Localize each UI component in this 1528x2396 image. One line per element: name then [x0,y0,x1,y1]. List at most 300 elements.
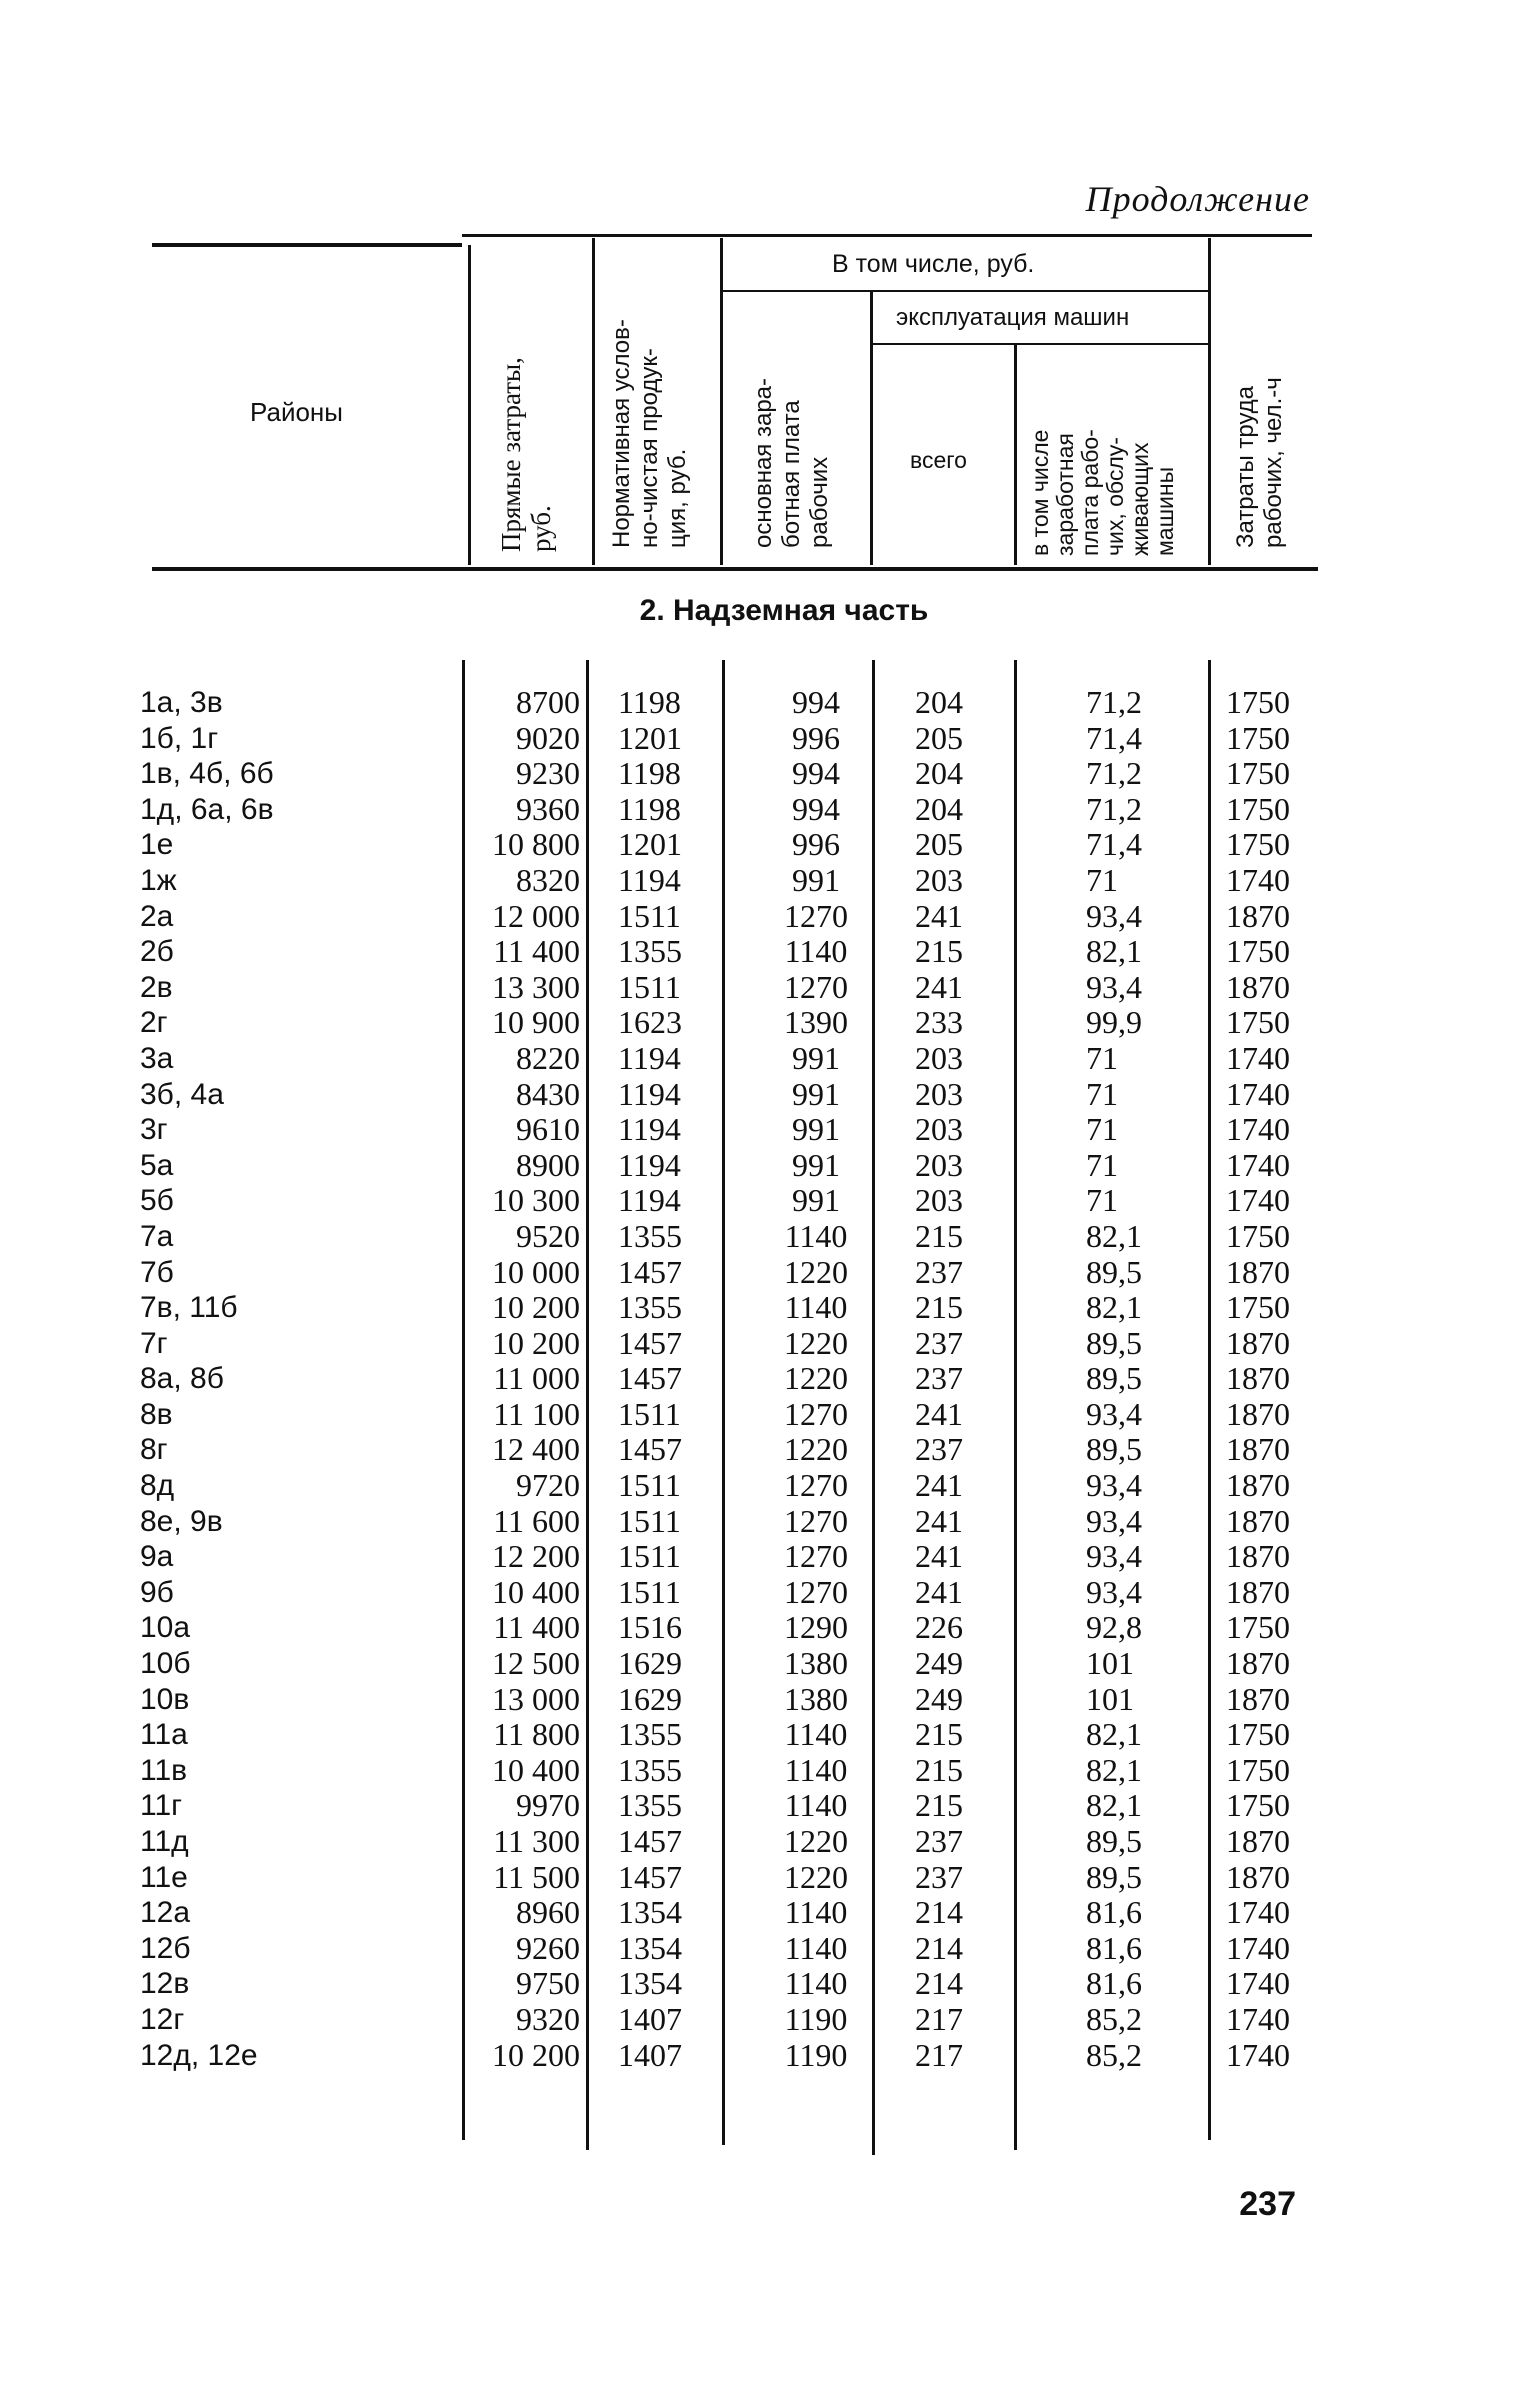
basic-wage-cell: 1140 [784,1217,848,1254]
machine-total-cell: 214 [915,1929,963,1966]
region-cell: 1а, 3в [140,686,223,719]
labor-costs-cell: 1750 [1226,790,1290,827]
basic-wage-cell: 1270 [784,968,848,1005]
machine-wage-cell: 81,6 [1086,1929,1142,1966]
labor-costs-cell: 1750 [1226,1609,1290,1646]
table-row [0,1468,1528,1504]
header-labor-costs: Затраты труда рабочих, чел.-ч [1232,377,1287,548]
normative-product-cell: 1194 [618,1039,681,1076]
direct-costs-cell: 8430 [516,1075,580,1112]
direct-costs-cell: 9230 [516,755,580,792]
region-cell: 9б [140,1575,174,1609]
table-row [0,1753,1528,1789]
direct-costs-cell: 11 800 [493,1716,580,1753]
header-top-rule [152,243,462,247]
labor-costs-cell: 1870 [1226,1467,1290,1504]
normative-product-cell: 1198 [618,790,681,827]
table-row [0,1788,1528,1824]
region-cell: 11д [140,1825,189,1858]
normative-product-cell: 1457 [618,1823,682,1859]
basic-wage-cell: 991 [792,1146,840,1183]
labor-costs-cell: 1870 [1226,1502,1290,1539]
direct-costs-cell: 11 400 [493,933,580,970]
normative-product-cell: 1355 [618,1716,682,1753]
basic-wage-cell: 1140 [784,1751,848,1788]
machine-total-cell: 204 [915,790,963,827]
labor-costs-cell: 1740 [1226,1965,1290,2002]
direct-costs-cell: 9970 [516,1787,580,1824]
continuation-label: Продолжение [1085,179,1310,219]
machine-total-cell: 237 [915,1253,963,1290]
machine-total-cell: 215 [915,1787,963,1824]
table-row [0,1361,1528,1397]
basic-wage-cell: 1140 [784,1716,848,1753]
labor-costs-cell: 1750 [1226,826,1290,863]
normative-product-cell: 1457 [618,1253,682,1290]
normative-product-cell: 1407 [618,2036,682,2073]
region-cell: 3г [140,1113,168,1147]
normative-product-cell: 1194 [618,1111,681,1148]
region-cell: 10а [140,1611,191,1645]
table-row [0,1966,1528,2002]
machine-wage-cell: 93,4 [1086,1395,1142,1432]
machine-total-cell: 237 [915,1431,963,1468]
header-top-rule-right [462,234,1312,237]
header-subrule [870,343,1208,345]
machine-wage-cell: 71,2 [1086,790,1142,827]
header-divider [1208,238,1211,565]
machine-total-cell: 241 [915,1538,963,1575]
machine-total-cell: 241 [915,968,963,1005]
region-cell: 11а [140,1718,188,1752]
direct-costs-cell: 11 600 [493,1502,580,1539]
region-cell: 1ж [140,863,177,897]
region-cell: 12д, 12е [140,2038,258,2072]
region-cell: 5а [140,1148,174,1182]
machine-total-cell: 215 [915,933,963,970]
region-cell: 8а, 8б [140,1362,224,1396]
labor-costs-cell: 1750 [1226,684,1290,720]
machine-wage-cell: 93,4 [1086,1502,1142,1539]
table-row [0,1610,1528,1646]
table-row [0,1504,1528,1540]
normative-product-cell: 1198 [618,684,681,720]
basic-wage-cell: 1270 [784,1395,848,1432]
machine-wage-cell: 81,6 [1086,1965,1142,2002]
table-row [0,1219,1528,1255]
direct-costs-cell: 10 400 [492,1751,580,1788]
normative-product-cell: 1511 [618,968,681,1005]
basic-wage-cell: 996 [792,826,840,863]
machine-total-cell: 249 [915,1645,963,1682]
machine-wage-cell: 71,4 [1086,826,1142,863]
basic-wage-cell: 1140 [784,1289,848,1326]
section-title: 2. Надземная часть [639,594,929,627]
direct-costs-cell: 13 300 [492,968,580,1005]
table-row [0,1895,1528,1931]
region-cell: 8е, 9в [140,1504,223,1538]
labor-costs-cell: 1740 [1226,1111,1290,1148]
direct-costs-cell: 10 300 [492,1182,580,1219]
region-cell: 9а [140,1540,174,1574]
machine-wage-cell: 71 [1086,1075,1118,1112]
basic-wage-cell: 1140 [784,1787,848,1824]
machine-total-cell: 217 [915,2000,963,2037]
labor-costs-cell: 1740 [1226,861,1290,898]
machine-total-cell: 203 [915,1182,963,1219]
basic-wage-cell: 1290 [784,1609,848,1646]
header-divider [870,292,873,565]
labor-costs-cell: 1750 [1226,1787,1290,1824]
region-cell: 12г [140,2002,185,2036]
normative-product-cell: 1201 [618,719,682,756]
machine-total-cell: 233 [915,1004,963,1041]
basic-wage-cell: 1270 [784,1573,848,1610]
basic-wage-cell: 991 [792,1182,840,1219]
basic-wage-cell: 991 [792,1111,840,1148]
normative-product-cell: 1355 [618,1751,682,1788]
machine-total-cell: 203 [915,861,963,898]
machine-total-cell: 241 [915,897,963,934]
labor-costs-cell: 1750 [1226,719,1290,756]
region-cell: 5б [140,1184,174,1218]
normative-product-cell: 1194 [618,861,681,898]
direct-costs-cell: 12 000 [492,897,580,934]
machine-wage-cell: 89,5 [1086,1360,1142,1397]
table-row [0,1255,1528,1291]
normative-product-cell: 1623 [618,1004,682,1041]
labor-costs-cell: 1870 [1226,1395,1290,1432]
direct-costs-cell: 12 200 [492,1538,580,1575]
machine-total-cell: 214 [915,1965,963,2002]
machine-wage-cell: 93,4 [1086,1573,1142,1610]
basic-wage-cell: 994 [792,755,840,792]
direct-costs-cell: 11 100 [493,1395,580,1432]
direct-costs-cell: 11 400 [493,1609,580,1646]
region-cell: 8г [140,1433,168,1467]
normative-product-cell: 1511 [618,1573,681,1610]
machine-wage-cell: 93,4 [1086,1538,1142,1575]
machine-total-cell: 215 [915,1217,963,1254]
labor-costs-cell: 1750 [1226,1716,1290,1753]
header-normative-net-product: Нормативная услов- но-чистая продук- ция, руб. [608,319,691,548]
direct-costs-cell: 11 000 [493,1360,580,1397]
normative-product-cell: 1354 [618,1929,682,1966]
direct-costs-cell: 8960 [516,1894,580,1931]
labor-costs-cell: 1870 [1226,1538,1290,1575]
labor-costs-cell: 1870 [1226,1253,1290,1290]
region-cell: 2в [140,970,173,1004]
region-cell: 1е [140,828,174,862]
normative-product-cell: 1194 [618,1075,681,1112]
direct-costs-cell: 9750 [516,1965,580,2002]
machine-total-cell: 203 [915,1039,963,1076]
normative-product-cell: 1511 [618,1395,681,1432]
header-basic-wage: основная зара- ботная плата рабочих [750,377,833,548]
machine-total-cell: 249 [915,1680,963,1717]
region-cell: 12в [140,1967,190,2001]
region-cell: 1б, 1г [140,721,219,755]
machine-wage-cell: 93,4 [1086,1467,1142,1504]
machine-wage-cell: 89,5 [1086,1253,1142,1290]
normative-product-cell: 1194 [618,1182,681,1219]
normative-product-cell: 1354 [618,1965,682,2002]
direct-costs-cell: 9360 [516,790,580,827]
machine-wage-cell: 89,5 [1086,1431,1142,1468]
table-row [0,1290,1528,1326]
table-row [0,1041,1528,1077]
normative-product-cell: 1355 [618,933,682,970]
basic-wage-cell: 1140 [784,1929,848,1966]
labor-costs-cell: 1870 [1226,1573,1290,1610]
normative-product-cell: 1355 [618,1787,682,1824]
labor-costs-cell: 1750 [1226,1751,1290,1788]
header-machine-wage: в том числе заработная плата рабо- чих, обслу- живающих машины [1027,429,1178,556]
header-divider [1014,345,1017,565]
direct-costs-cell: 11 300 [493,1823,580,1859]
machine-total-cell: 241 [915,1395,963,1432]
region-cell: 2г [140,1006,168,1040]
table-row [0,2038,1528,2074]
table-row [0,1326,1528,1362]
table-row [0,721,1528,757]
basic-wage-cell: 1220 [784,1858,848,1895]
normative-product-cell: 1355 [618,1289,682,1326]
table-row [0,1148,1528,1184]
machine-wage-cell: 82,1 [1086,933,1142,970]
region-cell: 11в [140,1753,188,1787]
direct-costs-cell: 10 200 [492,1289,580,1326]
table-row [0,1539,1528,1575]
machine-wage-cell: 82,1 [1086,1751,1142,1788]
basic-wage-cell: 1270 [784,897,848,934]
direct-costs-cell: 8700 [516,684,580,720]
labor-costs-cell: 1870 [1226,1645,1290,1682]
machine-wage-cell: 71 [1086,1146,1118,1183]
basic-wage-cell: 1270 [784,1467,848,1504]
normative-product-cell: 1457 [618,1324,682,1361]
basic-wage-cell: 1140 [784,933,848,970]
machine-wage-cell: 82,1 [1086,1217,1142,1254]
table-row [0,1717,1528,1753]
machine-wage-cell: 85,2 [1086,2036,1142,2073]
machine-wage-cell: 71 [1086,861,1118,898]
machine-total-cell: 237 [915,1324,963,1361]
basic-wage-cell: 991 [792,1039,840,1076]
labor-costs-cell: 1870 [1226,968,1290,1005]
basic-wage-cell: 1390 [784,1004,848,1041]
normative-product-cell: 1511 [618,897,681,934]
region-cell: 8д [140,1469,175,1503]
region-cell: 10в [140,1682,190,1716]
header-divider [592,238,595,565]
direct-costs-cell: 10 900 [492,1004,580,1041]
normative-product-cell: 1511 [618,1538,681,1575]
basic-wage-cell: 1380 [784,1680,848,1717]
header-subrule [720,290,1208,292]
normative-product-cell: 1355 [618,1217,682,1254]
table-row [0,1824,1528,1860]
machine-wage-cell: 71,4 [1086,719,1142,756]
table-row [0,1432,1528,1468]
machine-total-cell: 214 [915,1894,963,1931]
direct-costs-cell: 10 000 [492,1253,580,1290]
region-cell: 11г [140,1789,183,1823]
machine-total-cell: 237 [915,1823,963,1859]
machine-total-cell: 205 [915,719,963,756]
labor-costs-cell: 1740 [1226,2000,1290,2037]
header-direct-costs: Прямые затраты, руб. [496,357,556,552]
direct-costs-cell: 8900 [516,1146,580,1183]
machine-wage-cell: 89,5 [1086,1823,1142,1859]
direct-costs-cell: 9020 [516,719,580,756]
labor-costs-cell: 1740 [1226,1894,1290,1931]
header-divider [720,238,723,565]
labor-costs-cell: 1740 [1226,1039,1290,1076]
machine-wage-cell: 85,2 [1086,2000,1142,2037]
direct-costs-cell: 9520 [516,1217,580,1254]
machine-total-cell: 203 [915,1075,963,1112]
direct-costs-cell: 11 500 [493,1858,580,1895]
machine-wage-cell: 71 [1086,1039,1118,1076]
machine-total-cell: 241 [915,1467,963,1504]
table-row [0,2002,1528,2038]
machine-wage-cell: 101 [1086,1680,1134,1717]
table-row [0,1077,1528,1113]
labor-costs-cell: 1750 [1226,933,1290,970]
region-cell: 11е [140,1860,188,1894]
direct-costs-cell: 8220 [516,1039,580,1076]
table-row [0,1931,1528,1967]
direct-costs-cell: 10 200 [492,1324,580,1361]
machine-wage-cell: 93,4 [1086,897,1142,934]
normative-product-cell: 1407 [618,2000,682,2037]
direct-costs-cell: 10 800 [492,826,580,863]
machine-wage-cell: 71,2 [1086,755,1142,792]
machine-total-cell: 241 [915,1573,963,1610]
machine-total-cell: 205 [915,826,963,863]
basic-wage-cell: 1190 [784,2036,848,2073]
normative-product-cell: 1457 [618,1431,682,1468]
region-cell: 7б [140,1255,174,1289]
normative-product-cell: 1511 [618,1467,681,1504]
normative-product-cell: 1201 [618,826,682,863]
normative-product-cell: 1457 [618,1858,682,1895]
machine-wage-cell: 93,4 [1086,968,1142,1005]
machine-wage-cell: 82,1 [1086,1787,1142,1824]
machine-total-cell: 217 [915,2036,963,2073]
page-number: 237 [1239,2185,1296,2223]
labor-costs-cell: 1870 [1226,1858,1290,1895]
basic-wage-cell: 1140 [784,1894,848,1931]
basic-wage-cell: 1220 [784,1823,848,1859]
normative-product-cell: 1511 [618,1502,681,1539]
machine-wage-cell: 89,5 [1086,1858,1142,1895]
basic-wage-cell: 994 [792,790,840,827]
header-regions: Районы [250,397,343,427]
machine-wage-cell: 71 [1086,1182,1118,1219]
machine-wage-cell: 71 [1086,1111,1118,1148]
normative-product-cell: 1198 [618,755,681,792]
basic-wage-cell: 1220 [784,1431,848,1468]
region-cell: 2а [140,899,174,933]
labor-costs-cell: 1870 [1226,897,1290,934]
normative-product-cell: 1194 [618,1146,681,1183]
machine-total-cell: 241 [915,1502,963,1539]
labor-costs-cell: 1870 [1226,1324,1290,1361]
direct-costs-cell: 12 400 [492,1431,580,1468]
region-cell: 3а [140,1041,174,1075]
labor-costs-cell: 1870 [1226,1360,1290,1397]
machine-total-cell: 203 [915,1111,963,1148]
table-row [0,863,1528,899]
machine-total-cell: 226 [915,1609,963,1646]
region-cell: 8в [140,1397,173,1431]
direct-costs-cell: 9320 [516,2000,580,2037]
basic-wage-cell: 1220 [784,1253,848,1290]
machine-total-cell: 203 [915,1146,963,1183]
machine-total-cell: 204 [915,755,963,792]
machine-total-cell: 215 [915,1289,963,1326]
header-machine-operation: эксплуатация машин [896,304,1130,331]
machine-wage-cell: 71,2 [1086,684,1142,720]
direct-costs-cell: 9260 [516,1929,580,1966]
region-cell: 3б, 4а [140,1077,224,1111]
machine-wage-cell: 92,8 [1086,1609,1142,1646]
labor-costs-cell: 1750 [1226,1217,1290,1254]
table-row [0,1005,1528,1041]
table-row [0,1646,1528,1682]
basic-wage-cell: 1380 [784,1645,848,1682]
normative-product-cell: 1516 [618,1609,682,1646]
machine-total-cell: 204 [915,684,963,720]
machine-total-cell: 237 [915,1858,963,1895]
basic-wage-cell: 1220 [784,1324,848,1361]
machine-total-cell: 215 [915,1716,963,1753]
labor-costs-cell: 1740 [1226,1182,1290,1219]
normative-product-cell: 1457 [618,1360,682,1397]
labor-costs-cell: 1750 [1226,755,1290,792]
header-bottom-rule [152,567,1318,571]
basic-wage-cell: 991 [792,861,840,898]
machine-wage-cell: 82,1 [1086,1716,1142,1753]
basic-wage-cell: 994 [792,684,840,720]
machine-wage-cell: 81,6 [1086,1894,1142,1931]
basic-wage-cell: 1270 [784,1502,848,1539]
normative-product-cell: 1354 [618,1894,682,1931]
header-divider [468,245,471,565]
region-cell: 12б [140,1931,191,1965]
table-row [0,1112,1528,1148]
labor-costs-cell: 1750 [1226,1004,1290,1041]
machine-wage-cell: 89,5 [1086,1324,1142,1361]
table-row [0,1682,1528,1718]
region-cell: 1в, 4б, 6б [140,757,274,791]
direct-costs-cell: 9720 [516,1467,580,1504]
machine-wage-cell: 82,1 [1086,1289,1142,1326]
labor-costs-cell: 1870 [1226,1680,1290,1717]
machine-total-cell: 215 [915,1751,963,1788]
machine-wage-cell: 101 [1086,1645,1134,1682]
labor-costs-cell: 1750 [1226,1289,1290,1326]
basic-wage-cell: 1270 [784,1538,848,1575]
region-cell: 7а [140,1219,174,1253]
header-including: В том числе, руб. [832,250,1035,278]
region-cell: 7г [140,1326,168,1360]
basic-wage-cell: 991 [792,1075,840,1112]
normative-product-cell: 1629 [618,1680,682,1717]
direct-costs-cell: 13 000 [492,1680,580,1717]
